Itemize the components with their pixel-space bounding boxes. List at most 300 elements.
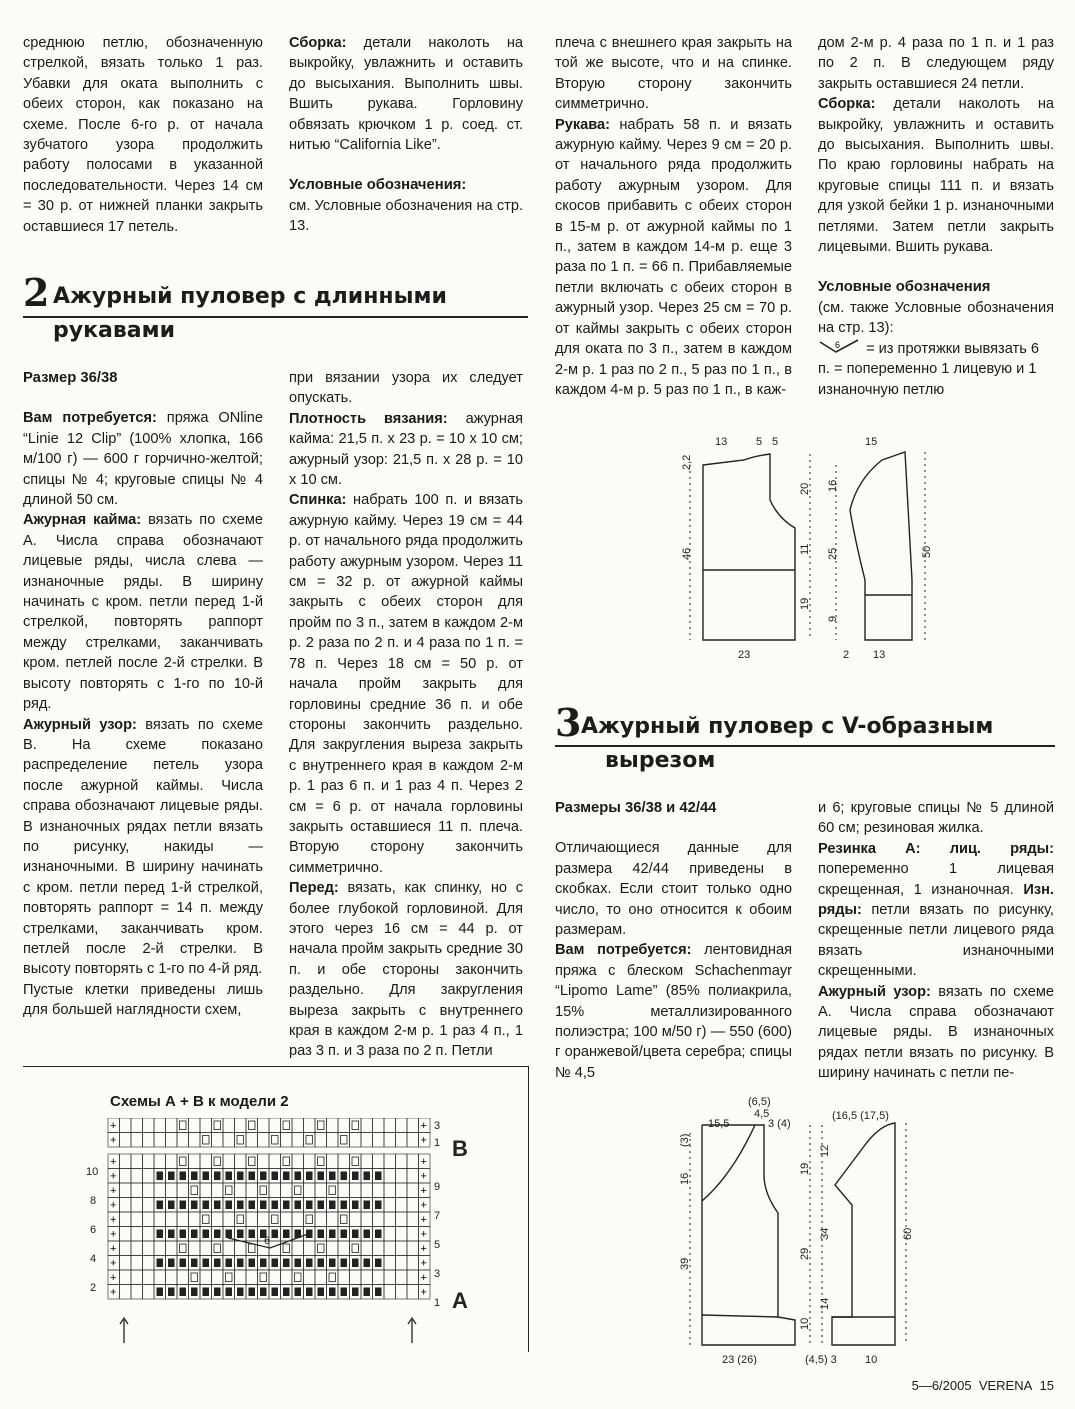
chart-cell [154, 1212, 166, 1227]
front-h-neck: 2,2 [681, 454, 693, 470]
purl-symbol [272, 1288, 279, 1297]
legend2-symbol-line [818, 339, 1054, 400]
chart-cell [407, 1227, 419, 1242]
front-w-top: 13 [715, 436, 728, 448]
model2-title [23, 270, 528, 350]
chart-cell [350, 1133, 362, 1148]
knit-symbol [191, 1186, 198, 1195]
front-h-arm: 20 [799, 482, 811, 495]
purl-symbol [214, 1259, 221, 1268]
page-footer [912, 1378, 1054, 1393]
chart-cell [338, 1154, 350, 1169]
chart-cell [327, 1212, 339, 1227]
chart-cell [269, 1183, 281, 1198]
purl-symbol [180, 1288, 187, 1297]
chart-cell [223, 1118, 235, 1133]
chart-cell [246, 1270, 258, 1285]
chart-cell [131, 1198, 143, 1213]
row-num-b3: 3 [434, 1120, 441, 1132]
chart-cell [373, 1183, 385, 1198]
purl-symbol [318, 1201, 325, 1210]
chart-cell [223, 1154, 235, 1169]
knit-symbol [260, 1273, 267, 1282]
chart-cell [373, 1154, 385, 1169]
chart-cell [120, 1227, 132, 1242]
knit-symbol [306, 1215, 313, 1224]
chart-cell [258, 1183, 270, 1198]
chart-cell [304, 1154, 316, 1169]
sleeves-lead: Рукава: [555, 116, 611, 133]
purl-symbol [364, 1259, 371, 1268]
chart-cell [120, 1285, 132, 1300]
m2c3-p1 [555, 115, 792, 401]
front-lead: Перед: [289, 880, 339, 897]
edge-stitch-symbol: + [420, 1243, 427, 1255]
chart-cell [235, 1270, 247, 1285]
model2-p2 [23, 715, 263, 980]
row-num-a3: 3 [434, 1268, 441, 1280]
model2-title-line1: Ажурный пуловер с длинными [53, 284, 447, 309]
p0-lead: Вам потребуется: [23, 410, 157, 427]
chart-cell [120, 1198, 132, 1213]
chart-cell [177, 1241, 189, 1256]
front-w-mid: 5 [756, 436, 763, 448]
knit-symbol [260, 1186, 267, 1195]
knit-symbol [180, 1244, 187, 1253]
chart-cell [407, 1256, 419, 1271]
chart-cell [350, 1183, 362, 1198]
chart-cell [407, 1183, 419, 1198]
chart-cell [235, 1118, 247, 1133]
knit-symbol [191, 1273, 198, 1282]
purl-symbol [341, 1230, 348, 1239]
chart-cell [292, 1241, 304, 1256]
legend2-text-a: (см. также Условные обозначения на стр. 13): [818, 299, 1054, 337]
v-w-right: 3 (4) [768, 1118, 791, 1130]
purl-symbol [283, 1259, 290, 1268]
chart-cell [223, 1183, 235, 1198]
chart-cell [304, 1133, 316, 1148]
edge-stitch-symbol: + [420, 1134, 427, 1147]
knit-symbol [214, 1157, 221, 1166]
edge-stitch-symbol: + [420, 1286, 427, 1299]
chart-cell [166, 1183, 178, 1198]
purl-symbol [226, 1172, 233, 1181]
purl-symbol [295, 1259, 302, 1268]
model3-number: 3 [555, 700, 582, 745]
izn-text: петли вязать по рисунку, скрещенные петли лицевого ряда вязать изнаночными скрещенными. [818, 902, 1054, 980]
purl-symbol [168, 1201, 175, 1210]
purl-symbol [364, 1288, 371, 1297]
purl-symbol [203, 1259, 210, 1268]
chart-cell [281, 1154, 293, 1169]
model2-title-line2: рукавами [53, 318, 176, 343]
m2c2-p2 [289, 490, 523, 878]
chart-cell [396, 1183, 408, 1198]
vs-w-side: (4,5) 3 [805, 1354, 837, 1365]
chart-label-a: A [452, 1288, 468, 1313]
sleeve-h-mid: 25 [827, 547, 839, 560]
purl-symbol [203, 1288, 210, 1297]
knit-symbol [249, 1244, 256, 1253]
purl-symbol [180, 1201, 187, 1210]
chart-cell [131, 1285, 143, 1300]
p1-text: вязать по схеме А. Числа справа обозначают лицевые ряды, числа слева — изнаночные ряды. В ширину начинать с кром. петли перед 1-й стрелкой, повторять раппорт между стрелками, заканчивать кром. петлей после 2-й стрелки. В высоту повторять с 1-го по 10-й ряд. [23, 512, 263, 713]
v-w-left: 15,5 [708, 1118, 730, 1130]
model3-size: Размеры 36/38 и 42/44 [555, 800, 717, 816]
purl-symbol [283, 1201, 290, 1210]
chart-cell [120, 1241, 132, 1256]
chart-cell [258, 1133, 270, 1148]
density-lead: Плотность вязания: [289, 410, 448, 427]
knitting-chart [80, 1118, 500, 1348]
purl-symbol [329, 1172, 336, 1181]
chart-cell [177, 1154, 189, 1169]
chart-cell [143, 1169, 155, 1184]
knit-symbol [341, 1136, 348, 1145]
purl-symbol [157, 1259, 164, 1268]
chart-cell [350, 1270, 362, 1285]
chart-cell [327, 1133, 339, 1148]
chart-cell [373, 1212, 385, 1227]
rib-lead: Резинка А: лиц. ряды: [818, 840, 1054, 857]
edge-stitch-symbol: + [420, 1156, 427, 1168]
lace3-text: вязать по схеме А. Числа справа обозначают лицевые ряды. В изнаночных рядах петли вязать по рисунку. В ширину начинать с петли пе- [818, 983, 1054, 1082]
model2-col3 [555, 33, 792, 400]
purl-symbol [214, 1288, 221, 1297]
chart-cell [269, 1133, 281, 1148]
chart-cell [281, 1183, 293, 1198]
knit-symbol [352, 1244, 359, 1253]
purl-symbol [168, 1259, 175, 1268]
model2-p0 [23, 408, 263, 510]
purl-symbol [283, 1172, 290, 1181]
model3-col2 [818, 798, 1054, 1084]
chart-cell [373, 1118, 385, 1133]
knit-symbol [329, 1273, 336, 1282]
chart-cell [177, 1118, 189, 1133]
purl-symbol [341, 1172, 348, 1181]
chart-cell [384, 1241, 396, 1256]
chart-cell [338, 1241, 350, 1256]
chart-cell [258, 1212, 270, 1227]
knit-symbol [272, 1215, 279, 1224]
legend2-symbol-text: = из протяжки вывязать 6 п. = попеременно 1 лицевую и 1 изнаночную петлю [818, 340, 1039, 398]
model2-col2 [289, 368, 523, 1062]
model2-size: Размер 36/38 [23, 370, 118, 386]
chart-cell [384, 1227, 396, 1242]
chart-cell [373, 1241, 385, 1256]
purl-symbol [318, 1259, 325, 1268]
purl-symbol [375, 1230, 382, 1239]
chart-cell [304, 1270, 316, 1285]
vs-w-top: (16,5 (17,5) [832, 1110, 889, 1122]
chart-cell [281, 1212, 293, 1227]
front-w-bottom: 23 [738, 649, 751, 661]
sleeve-h-cap: 16 [827, 479, 839, 492]
edge-stitch-symbol: + [110, 1185, 117, 1197]
chart-cell [315, 1241, 327, 1256]
edge-stitch-symbol: + [420, 1120, 427, 1132]
v-w-bottom: 23 (26) [722, 1354, 757, 1365]
v-h-arm: 19 [799, 1162, 811, 1175]
izn-lead: Изн. ряды: [818, 881, 1054, 919]
purl-symbol [226, 1259, 233, 1268]
chart-cell [384, 1133, 396, 1148]
purl-symbol [191, 1259, 198, 1268]
chart-cell [292, 1183, 304, 1198]
chart-cell [315, 1183, 327, 1198]
chart-cell [350, 1212, 362, 1227]
chart-cell [200, 1241, 212, 1256]
chart-cell [143, 1270, 155, 1285]
chart-cell [200, 1270, 212, 1285]
body-piece-outline [703, 454, 795, 640]
purl-symbol [272, 1172, 279, 1181]
purl-symbol [352, 1288, 359, 1297]
purl-symbol [272, 1230, 279, 1239]
chart-cell [327, 1241, 339, 1256]
chart-cell [143, 1198, 155, 1213]
legend2-heading: Условные обозначения [818, 279, 991, 296]
p1-lead: Ажурная кайма: [23, 512, 142, 529]
chart-cell [120, 1154, 132, 1169]
edge-stitch-symbol: + [420, 1185, 427, 1197]
edge-stitch-symbol: + [110, 1286, 117, 1299]
purl-symbol [237, 1288, 244, 1297]
knit-symbol [203, 1136, 210, 1145]
purl-symbol [249, 1201, 256, 1210]
sleeve-h-low: 9 [827, 615, 839, 622]
front-h-mid: 11 [799, 543, 811, 555]
knit-symbol [214, 1121, 221, 1130]
col2-top-text [289, 33, 523, 237]
chart-cell [143, 1241, 155, 1256]
sleeve-w-bottom: 13 [873, 649, 886, 661]
chart-cell [154, 1154, 166, 1169]
purl-symbol [260, 1201, 267, 1210]
purl-symbol [272, 1259, 279, 1268]
chart-cell [338, 1133, 350, 1148]
v-body-hem [702, 1315, 778, 1317]
knit-symbol [283, 1121, 290, 1130]
knit-symbol [214, 1244, 221, 1253]
m3-need-text: лентовидная пряжа с блеском Schachenmayr “Lipomo Lame” (85% полиакрила, 15% металлизированного полиэстра; 100 м/50 г) — 550 (600) г оранжевой/цвета серебра; спицы № 4,5 [555, 942, 792, 1081]
chart-cell [200, 1133, 212, 1148]
chart-cell [327, 1118, 339, 1133]
sleeve-outline [850, 452, 912, 640]
purl-symbol [341, 1201, 348, 1210]
v-h-neck: (3) [679, 1133, 691, 1147]
chart-cell [292, 1133, 304, 1148]
purl-symbol [306, 1201, 313, 1210]
chart-cell [269, 1154, 281, 1169]
chart-cell [304, 1118, 316, 1133]
v-stitch-num: 6 [835, 339, 841, 350]
purl-symbol [168, 1288, 175, 1297]
chart-cell [154, 1133, 166, 1148]
purl-symbol [191, 1288, 198, 1297]
chart-cell [269, 1118, 281, 1133]
sleeve-w-side: 2 [843, 649, 850, 661]
knit-symbol [295, 1273, 302, 1282]
purl-symbol [203, 1230, 210, 1239]
m2c4-p1 [818, 94, 1054, 257]
purl-symbol [375, 1259, 382, 1268]
knit-symbol [329, 1186, 336, 1195]
model3-schematics [660, 1095, 1070, 1365]
purl-symbol [352, 1230, 359, 1239]
chart-cell [223, 1133, 235, 1148]
edge-stitch-symbol: + [110, 1243, 117, 1255]
chart-cell [131, 1183, 143, 1198]
legend-heading: Условные обозначения: [289, 177, 467, 194]
m3c2-p2 [818, 982, 1054, 1084]
v-top-paren: (6,5) [748, 1096, 771, 1108]
edge-stitch-symbol: + [110, 1170, 117, 1183]
chart-cell [189, 1118, 201, 1133]
chart-cell [143, 1212, 155, 1227]
chart-cell [384, 1212, 396, 1227]
sleeve-w-top: 15 [865, 436, 878, 448]
row-num-a4: 4 [90, 1253, 97, 1265]
footer-issue: 5—6/2005 [911, 1378, 972, 1393]
chart-cell [200, 1183, 212, 1198]
vs-w-bottom: 10 [865, 1354, 878, 1365]
v-body-outline [702, 1125, 795, 1345]
chart-cell [189, 1241, 201, 1256]
front-w-right: 5 [772, 436, 779, 448]
chart-cell [235, 1154, 247, 1169]
edge-stitch-symbol: + [420, 1257, 427, 1270]
purl-symbol [249, 1288, 256, 1297]
chart-cell [292, 1154, 304, 1169]
chart-cell [304, 1212, 316, 1227]
row-num-b1: 1 [434, 1137, 441, 1149]
assembly-text: детали наколоть на выкройку, увлажнить и оставить до высыхания. Выполнить швы. Вшить рукава. Горловину обвязать крючком 1 р. соед. ст. нитью “California Like”. [289, 35, 523, 154]
chart-cell [212, 1212, 224, 1227]
chart-cell [166, 1118, 178, 1133]
chart-cell [120, 1212, 132, 1227]
chart-arrows [120, 1318, 416, 1343]
chart-cell [166, 1241, 178, 1256]
chart-cell [396, 1270, 408, 1285]
chart-cell [235, 1183, 247, 1198]
chart-cell [396, 1133, 408, 1148]
chart-cell [154, 1118, 166, 1133]
back-text: набрать 100 п. и вязать ажурную кайму. Через 19 см = 44 р. от начального ряда продолжить работу ажурным узором. Через 11 см = 32 р. от ажурной каймы закрыть с обеих сторон для пройм по 3 п., затем в каждом 2-м р. 2 раза по 2 п. и 4 раза по 1 п. = 78 п. Через 18 см = 50 р. от начала пройм закрыть для горловины средние 36 п. и обе стороны закончить раздельно. Для закругления выреза закрыть с внутреннего края в каждом 2-м р. 1 раз 6 п. и 1 раз 4 п. Через 2 см = 6 р. от начала горловины закрыть оставшиеся 11 п. плеча. Вторую сторону закончить симметрично. [289, 492, 523, 876]
vs-h-cap: 12 [819, 1144, 831, 1157]
sleeves-text: набрать 58 п. и вязать ажурную кайму. Через 9 см = 20 р. от начального ряда продолжить работу ажурным узором. Для скосов прибавить с обеих сторон в 15-м р. от ажурной каймы по 1 п., затем в каждом 14-м р. еще 3 раза по 1 п. = 66 п. Прибавляемые петли включать с обеих сторон в ажурный узор. Через 25 см = 70 р. от каймы закрыть с обеих сторон для оката по 3 п., затем в каждом 2-м р. 1 раз по 2 п., 5 раз по 1 п., в каждом 4-м р. 5 раз по 1 п., в каж- [555, 116, 792, 398]
purl-symbol [214, 1201, 221, 1210]
purl-symbol [260, 1172, 267, 1181]
row-num-a8: 8 [90, 1195, 97, 1207]
footer-magazine: VERENA [978, 1378, 1033, 1393]
knit-symbol [237, 1136, 244, 1145]
chart-cell [373, 1133, 385, 1148]
front-h-total: 46 [681, 547, 693, 560]
chart-cell [154, 1183, 166, 1198]
purl-symbol [329, 1259, 336, 1268]
model3-title [555, 700, 1055, 780]
chart-cell [131, 1212, 143, 1227]
edge-stitch-symbol: + [420, 1170, 427, 1183]
purl-symbol [318, 1172, 325, 1181]
m3c1-p0: Отличающиеся данные для размера 42/44 приведены в скобках. Если стоит только одно число, то оно относится к обоим размерам. [555, 840, 792, 939]
row-num-a5: 5 [434, 1239, 441, 1251]
chart-cell [223, 1241, 235, 1256]
chart-cell [361, 1154, 373, 1169]
chart-cell [120, 1256, 132, 1271]
m2c4-p0: дом 2-м р. 4 раза по 1 п. и 1 раз по 2 п. В следующем ряду закрыть оставшиеся 24 петли. [818, 35, 1054, 92]
edge-stitch-symbol: + [420, 1214, 427, 1226]
chart-cell [131, 1270, 143, 1285]
chart-cell [292, 1270, 304, 1285]
chart-cell [131, 1256, 143, 1271]
legend2-text [818, 298, 1054, 339]
chart-cell [407, 1118, 419, 1133]
back-lead: Спинка: [289, 492, 347, 509]
chart-label-b: B [452, 1136, 468, 1161]
chart-cell [223, 1212, 235, 1227]
chart-cell [120, 1270, 132, 1285]
knit-symbol [341, 1215, 348, 1224]
edge-stitch-symbol: + [110, 1272, 117, 1284]
chart-cell [212, 1183, 224, 1198]
chart-cell [246, 1118, 258, 1133]
edge-stitch-symbol: + [110, 1120, 117, 1132]
vs-h-low: 14 [819, 1297, 831, 1310]
chart-cell [212, 1133, 224, 1148]
chart-title: Схемы А + В к модели 2 [110, 1093, 289, 1110]
chart-cell [304, 1183, 316, 1198]
title-rule-3 [555, 745, 1055, 747]
knit-symbol [318, 1157, 325, 1166]
knit-symbol [180, 1157, 187, 1166]
edge-stitch-symbol: + [110, 1199, 117, 1212]
purl-symbol [191, 1201, 198, 1210]
chart-cell [384, 1169, 396, 1184]
chart-cell [396, 1256, 408, 1271]
chart-cell [407, 1154, 419, 1169]
purl-symbol [191, 1230, 198, 1239]
continuation-paragraph: среднюю петлю, обозначенную стрелкой, вязать только 1 раз. Убавки для оката выполнить с обеих сторон, как показано на схеме. После 6-го р. от начала зубчатого узора продолжить работу полосами в указанной последовательности. Через 14 см = 30 р. от нижней планки закрыть оставшиеся 17 петель. [23, 35, 263, 235]
knit-symbol [283, 1244, 290, 1253]
m3c2-p0: и 6; круговые спицы № 5 длиной 60 см; резиновая жилка. [818, 800, 1054, 837]
row-num-a1: 1 [434, 1297, 441, 1309]
chart-cell [350, 1118, 362, 1133]
row-num-a2: 2 [90, 1282, 97, 1294]
model3-col1 [555, 798, 792, 1083]
chart-cell [396, 1118, 408, 1133]
chart-cell [143, 1256, 155, 1271]
purl-symbol [272, 1201, 279, 1210]
purl-symbol [364, 1201, 371, 1210]
chart-cell [177, 1270, 189, 1285]
chart-cell [361, 1183, 373, 1198]
chart-cell [200, 1118, 212, 1133]
edge-stitch-symbol: + [110, 1134, 117, 1147]
chart-cell [315, 1212, 327, 1227]
chart-cell [120, 1169, 132, 1184]
row-num-a6: 6 [90, 1224, 97, 1236]
purl-symbol [157, 1201, 164, 1210]
chart-cell [166, 1212, 178, 1227]
p0-text: пряжа ONline “Linie 12 Clip” (100% хлопка, 166 м/100 г) — 600 г горчично-желтой; спицы № 4; круговые спицы № 4 длиной 50 см. [23, 410, 263, 509]
edge-stitch-symbol: + [420, 1228, 427, 1241]
purl-symbol [237, 1230, 244, 1239]
front-text: вязать, как спинку, но с более глубокой горловиной. Для этого через 16 см = 44 р. от начала пройм закрыть средние 30 п. и обе стороны закончить раздельно. Для закругления выреза закрыть с внутреннего края в каждом 2-м р. 1 раз 4 п., 1 раз 3 п. и 3 раза по 2 п. Петли [289, 880, 523, 1060]
